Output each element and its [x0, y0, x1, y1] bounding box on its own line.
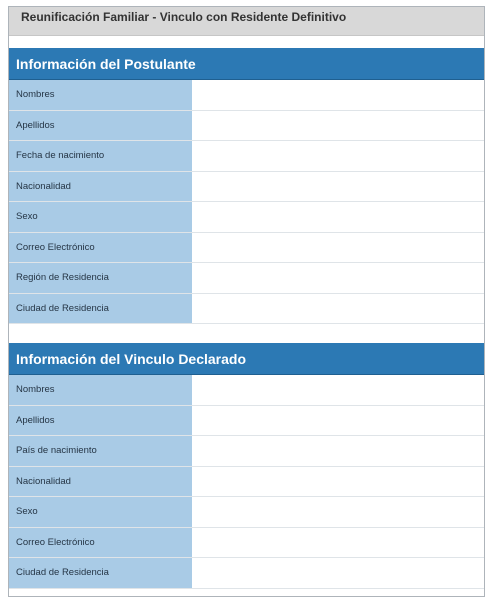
- field-label: Apellidos: [9, 111, 192, 141]
- field-value-cell: [192, 558, 484, 588]
- applicant-row-nacionalidad: [9, 172, 484, 203]
- link-nacionalidad-field[interactable]: [192, 467, 484, 497]
- field-label: Fecha de nacimiento: [9, 141, 192, 171]
- applicant-row-nombres: [9, 80, 484, 111]
- field-value-cell: [192, 436, 484, 466]
- link-correo-field[interactable]: [192, 528, 484, 558]
- spacer: [9, 36, 484, 48]
- field-value-cell: [192, 467, 484, 497]
- field-value-cell: [192, 80, 484, 110]
- link-nombres-field[interactable]: [192, 375, 484, 405]
- field-label: Correo Electrónico: [9, 233, 192, 263]
- field-label: Nombres: [9, 375, 192, 405]
- field-label: Sexo: [9, 202, 192, 232]
- field-value-cell: [192, 294, 484, 324]
- link-row-ciudad: [9, 558, 484, 589]
- link-ciudad-field[interactable]: [192, 558, 484, 588]
- link-row-nacionalidad: [9, 467, 484, 498]
- form-title: Reunificación Familiar - Vinculo con Residente Definitivo: [21, 10, 347, 24]
- link-row-nombres: [9, 375, 484, 406]
- link-apellidos-field[interactable]: [192, 406, 484, 436]
- link-section: [9, 343, 484, 589]
- link-row-pais-nacimiento: [9, 436, 484, 467]
- field-value-cell: [192, 141, 484, 171]
- applicant-row-apellidos: [9, 111, 484, 142]
- form-frame: [8, 6, 485, 597]
- field-label: Nombres: [9, 80, 192, 110]
- form-header: [9, 7, 484, 36]
- applicant-ciudad-field[interactable]: [192, 294, 484, 324]
- applicant-row-ciudad: [9, 294, 484, 325]
- field-label: Correo Electrónico: [9, 528, 192, 558]
- field-label: Nacionalidad: [9, 467, 192, 497]
- field-label: Ciudad de Residencia: [9, 294, 192, 324]
- applicant-correo-field[interactable]: [192, 233, 484, 263]
- link-row-sexo: [9, 497, 484, 528]
- field-value-cell: [192, 263, 484, 293]
- spacer: [9, 324, 484, 343]
- field-label: Sexo: [9, 497, 192, 527]
- applicant-nombres-field[interactable]: [192, 80, 484, 110]
- applicant-sexo-field[interactable]: [192, 202, 484, 232]
- field-label: Ciudad de Residencia: [9, 558, 192, 588]
- field-value-cell: [192, 528, 484, 558]
- link-row-correo: [9, 528, 484, 559]
- applicant-section: [9, 48, 484, 324]
- applicant-nacionalidad-field[interactable]: [192, 172, 484, 202]
- applicant-section-title: Información del Postulante: [9, 48, 484, 80]
- applicant-row-sexo: [9, 202, 484, 233]
- field-label: País de nacimiento: [9, 436, 192, 466]
- field-value-cell: [192, 202, 484, 232]
- applicant-row-fecha-nacimiento: [9, 141, 484, 172]
- link-section-title: Información del Vinculo Declarado: [9, 343, 484, 375]
- field-value-cell: [192, 111, 484, 141]
- field-label: Nacionalidad: [9, 172, 192, 202]
- field-value-cell: [192, 375, 484, 405]
- applicant-fecha-nacimiento-field[interactable]: [192, 141, 484, 171]
- applicant-region-field[interactable]: [192, 263, 484, 293]
- link-pais-nacimiento-field[interactable]: [192, 436, 484, 466]
- applicant-row-correo: [9, 233, 484, 264]
- field-label: Región de Residencia: [9, 263, 192, 293]
- field-value-cell: [192, 172, 484, 202]
- field-label: Apellidos: [9, 406, 192, 436]
- link-sexo-field[interactable]: [192, 497, 484, 527]
- applicant-apellidos-field[interactable]: [192, 111, 484, 141]
- link-row-apellidos: [9, 406, 484, 437]
- applicant-row-region: [9, 263, 484, 294]
- field-value-cell: [192, 497, 484, 527]
- field-value-cell: [192, 406, 484, 436]
- field-value-cell: [192, 233, 484, 263]
